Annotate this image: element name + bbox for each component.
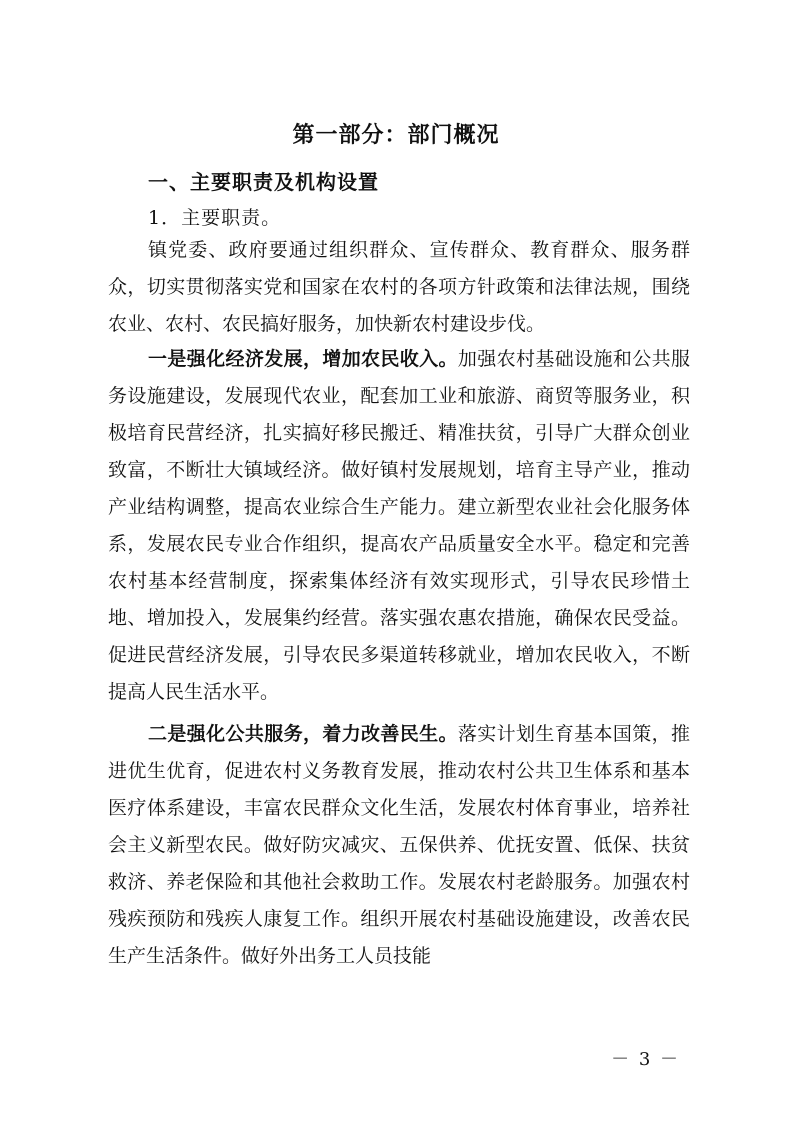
subsection-heading: 1．主要职责。 — [148, 207, 282, 229]
page-number: － 3 － — [611, 1049, 680, 1070]
paragraph-body: 镇党委、政府要通过组织群众、宣传群众、教育群众、服务群众，切实贯彻落实党和国家在农村的各项方针政策和法律法规，围绕农业、农村、农民搞好服务，加快新农村建设步伐。 — [108, 239, 690, 335]
paragraph-body: 加强农村基础设施和公共服务设施建设，发展现代农业，配套加工业和旅游、商贸等服务业，积极培育民营经济，扎实搞好移民搬迁、精准扶贫，引导广大群众创业致富，不断壮大镇域经济。做好镇村发展规划，培育主导产业，推动产业结构调整，提高农业综合生产能力。建立新型农业社会化服务体系，发展农民专业合作组织，提高农产品质量安全水平。稳定和完善农村基本经营制度，探索集体经济有效实现形式，引导农民珍惜土地、增加投入，发展集约经营。落实强农惠农措施，确保农民受益。促进民营经济发展，引导农民多渠道转移就业，增加农民收入，不断提高人民生活水平。 — [108, 348, 690, 703]
paragraph-body: 落实计划生育基本国策，推进优生优育，促进农村义务教育发展，推动农村公共卫生体系和基本医疗体系建设，丰富农民群众文化生活，发展农村体育事业，培养社会主义新型农民。做好防灾减灾、五保供养、优抚安置、低保、扶贫救济、养老保险和其他社会救助工作。发展农村老龄服务。加强农村残疾预防和残疾人康复工作。组织开展农村基础设施建设，改善农民生产生活条件。做好外出务工人员技能 — [108, 723, 690, 967]
section-heading: 一、主要职责及机构设置 — [148, 170, 379, 194]
paragraph-duties — [108, 232, 690, 343]
page-title: 第一部分：部门概况 — [292, 122, 500, 148]
paragraph-economy — [108, 341, 690, 711]
paragraph-lead: 一是强化经济发展，增加农民收入。 — [148, 348, 458, 370]
paragraph-lead: 二是强化公共服务，着力改善民生。 — [148, 723, 458, 745]
paragraph-public-service — [108, 716, 690, 975]
